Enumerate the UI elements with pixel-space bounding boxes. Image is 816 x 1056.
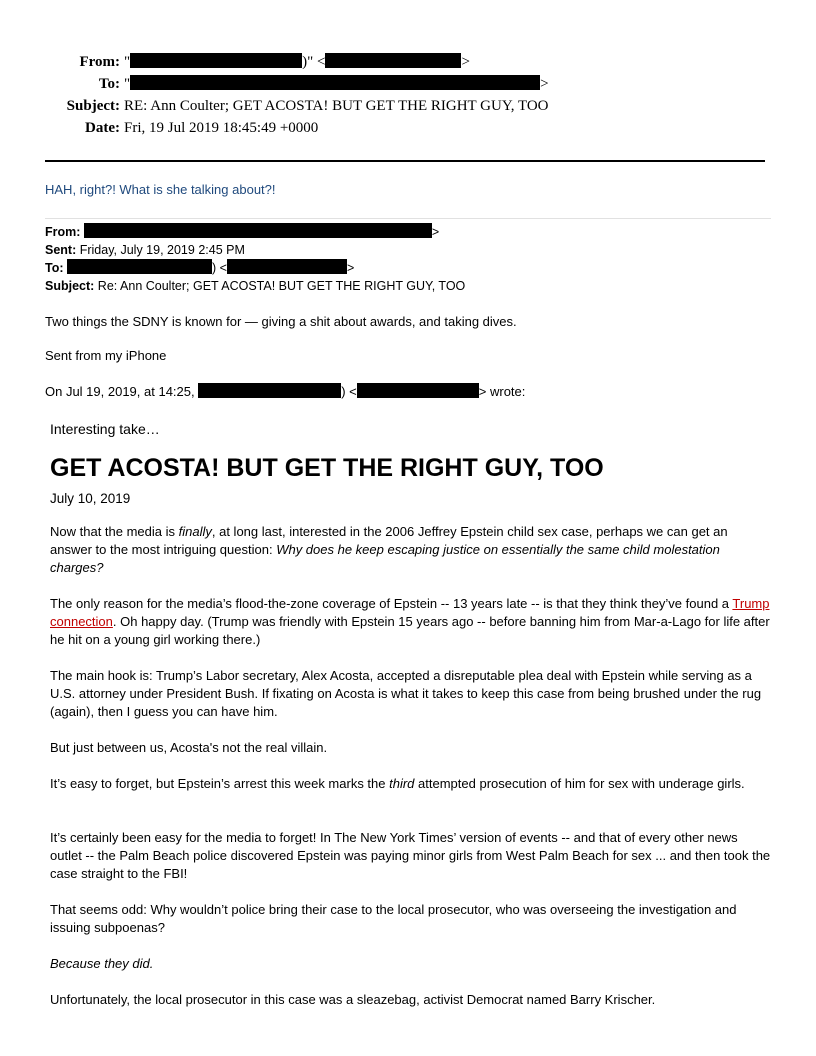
- article-title: GET ACOSTA! BUT GET THE RIGHT GUY, TOO: [50, 454, 604, 482]
- fwd-from-label: From:: [45, 225, 81, 239]
- article-paragraph-1: Now that the media is finally, at long last, interested in the 2006 Jeffrey Epstein child sex case, perhaps we can get an answer to the most intriguing question: Why does he keep escaping justice on essentially the same child molestation charges?: [50, 524, 728, 575]
- to-value: " >: [124, 76, 549, 92]
- article-paragraph-8: Because they did.: [50, 956, 154, 971]
- fwd-sent-value: Friday, July 19, 2019 2:45 PM: [79, 243, 245, 257]
- article-paragraph-4: But just between us, Acosta's not the real villain.: [50, 740, 328, 755]
- trump-connection-link[interactable]: Trump connection: [50, 596, 770, 629]
- to-label-cell: [0, 75, 120, 93]
- article-paragraph-9: Unfortunately, the local prosecutor in this case was a sleazebag, activist Democrat named Barry Krischer.: [50, 992, 656, 1007]
- article-paragraph-3: The main hook is: Trump’s Labor secretary, Alex Acosta, accepted a disreputable plea deal with Epstein while serving as a U.S. attorney under President Bush. If fixating on Acosta is what it takes to keep this case from being brushed under the rug (again), then I guess you can have him.: [50, 668, 762, 719]
- article-paragraph-2: The only reason for the media’s flood-the-zone coverage of Epstein -- 13 years late -- is that they think they’ve found a Trump connection. Oh happy day. (Trump was friendly with Epstein 15 years ago -- before banning him from Mar-a-Lago for life after he hit on a young girl working there.): [50, 596, 770, 647]
- redacted-fwd-to-name: [67, 259, 212, 274]
- header-divider: [45, 160, 765, 162]
- date-value: Fri, 19 Jul 2019 18:45:49 +0000: [124, 120, 319, 136]
- date-label: Date:: [85, 120, 120, 136]
- quote-attribution: On Jul 19, 2019, at 14:25, ) < > wrote:: [45, 384, 526, 399]
- fwd-subject-label: Subject:: [45, 279, 95, 293]
- redacted-to-recipients: [130, 75, 540, 90]
- signature: Sent from my iPhone: [45, 348, 167, 363]
- fwd-sent-label: Sent:: [45, 243, 77, 257]
- redacted-quote-email: [357, 383, 479, 398]
- redacted-quote-name: [198, 383, 341, 398]
- date-label-cell: [0, 119, 120, 137]
- message-line: Two things the SDNY is known for — giving a shit about awards, and taking dives.: [45, 314, 517, 329]
- subject-label: Subject:: [66, 98, 120, 114]
- redacted-from-name: [130, 53, 302, 68]
- redacted-fwd-from: [84, 223, 432, 238]
- from-label-cell: [0, 53, 120, 71]
- redacted-from-email: [325, 53, 461, 68]
- article-paragraph-5: It’s easy to forget, but Epstein’s arrest this week marks the third attempted prosecution of him for sex with underage girls.: [50, 776, 745, 791]
- article-date: July 10, 2019: [50, 491, 131, 506]
- fwd-to-label: To:: [45, 261, 64, 275]
- to-label: To:: [98, 76, 120, 92]
- fwd-from-line: From: >: [45, 225, 440, 239]
- redacted-fwd-to-email: [227, 259, 347, 274]
- reply-text: HAH, right?! What is she talking about?!: [45, 182, 276, 197]
- article-paragraph-7: That seems odd: Why wouldn’t police bring their case to the local prosecutor, who was overseeing the investigation and issuing subpoenas?: [50, 902, 737, 935]
- fwd-subject-line: [45, 277, 465, 295]
- fwd-subject-value: Re: Ann Coulter; GET ACOSTA! BUT GET THE RIGHT GUY, TOO: [97, 279, 466, 293]
- forward-divider: [45, 218, 771, 219]
- from-label: From:: [79, 54, 120, 70]
- from-value: " )" < >: [124, 54, 470, 70]
- fwd-sent-line: [45, 241, 245, 259]
- subject-value: RE: Ann Coulter; GET ACOSTA! BUT GET THE RIGHT GUY, TOO: [124, 98, 549, 114]
- quoted-intro: Interesting take…: [50, 421, 160, 437]
- article-paragraph-6: It’s certainly been easy for the media to forget! In The New York Times’ version of events -- and that of every other news outlet -- the Palm Beach police discovered Epstein was paying minor girls from West Palm Beach for sex ... and then took the case straight to the FBI!: [50, 830, 771, 881]
- subject-label-cell: [0, 97, 120, 115]
- fwd-to-line: To: ) < >: [45, 261, 355, 275]
